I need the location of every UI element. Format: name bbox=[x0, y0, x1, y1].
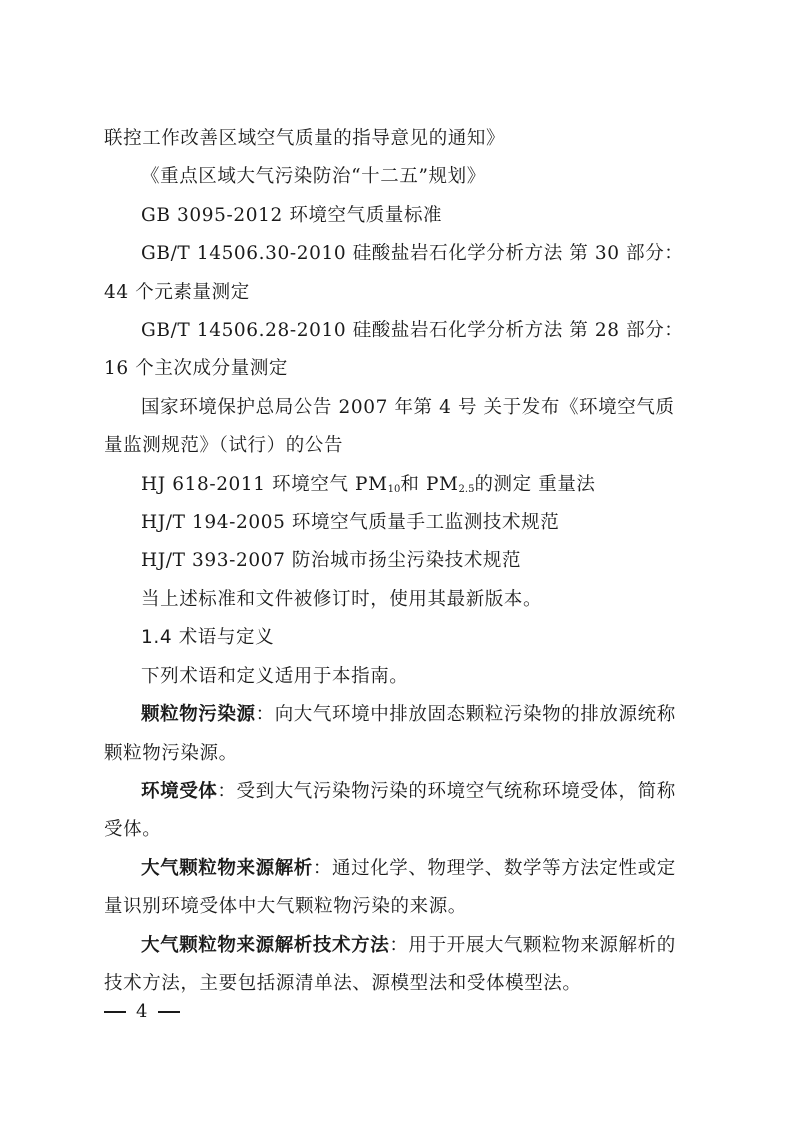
term-text: ：通过化学、物理学、数学等方法定性或定量识别环境受体中大气颗粒物污染的来源。 bbox=[104, 857, 676, 918]
dash-right bbox=[158, 1011, 180, 1012]
section-heading: 1.4 术语与定义 bbox=[141, 627, 275, 649]
reference-item: GB 3095-2012 环境空气质量标准 bbox=[141, 204, 443, 226]
term-definition bbox=[104, 927, 692, 1004]
ref-text: 的测定 重量法 bbox=[474, 473, 596, 495]
term-definition bbox=[104, 696, 692, 773]
document-body bbox=[104, 120, 692, 1003]
reference-item: 《重点区域大气污染防治“十二五”规划》 bbox=[141, 166, 486, 188]
term-definition bbox=[104, 850, 692, 927]
term-name: 颗粒物污染源 bbox=[141, 704, 256, 726]
reference-item: GB/T 14506.30-2010 硅酸盐岩石化学分析方法 第 30 部分：44 个元素量测定 bbox=[104, 243, 684, 303]
reference-item: 国家环境保护总局公告 2007 年第 4 号 关于发布《环境空气质量监测规范》（试行）的公告 bbox=[104, 396, 675, 457]
page-number-value: 4 bbox=[136, 1001, 149, 1022]
term-text: ：受到大气污染物污染的环境空气统称环境受体，简称受体。 bbox=[104, 780, 676, 841]
term-name: 大气颗粒物来源解析 bbox=[141, 857, 313, 879]
subscript: 2.5 bbox=[458, 483, 475, 495]
dash-left bbox=[104, 1011, 126, 1012]
term-definition bbox=[104, 773, 692, 850]
reference-item: GB/T 14506.28-2010 硅酸盐岩石化学分析方法 第 28 部分：16 个主次成分量测定 bbox=[104, 320, 684, 380]
reference-item: HJ/T 393-2007 防治城市扬尘污染技术规范 bbox=[141, 550, 522, 572]
term-name: 大气颗粒物来源解析技术方法 bbox=[141, 934, 390, 956]
term-text: ：用于开展大气颗粒物来源解析的技术方法，主要包括源清单法、源模型法和受体模型法。 bbox=[104, 934, 676, 994]
ref-text: 和 PM bbox=[400, 473, 459, 495]
paragraph-continued: 联控工作改善区域空气质量的指导意见的通知》 bbox=[104, 128, 506, 149]
reference-item: HJ/T 194-2005 环境空气质量手工监测技术规范 bbox=[141, 512, 560, 534]
ref-text: HJ 618-2011 环境空气 PM bbox=[141, 473, 388, 495]
reference-note: 当上述标准和文件被修订时，使用其最新版本。 bbox=[141, 588, 543, 610]
section-intro: 下列术语和定义适用于本指南。 bbox=[141, 665, 409, 687]
term-text: ：向大气环境中排放固态颗粒污染物的排放源统称颗粒物污染源。 bbox=[104, 704, 676, 764]
subscript: 10 bbox=[387, 483, 401, 495]
term-name: 环境受体 bbox=[141, 780, 218, 802]
page-number bbox=[104, 1001, 180, 1022]
reference-item-pm bbox=[104, 466, 692, 504]
